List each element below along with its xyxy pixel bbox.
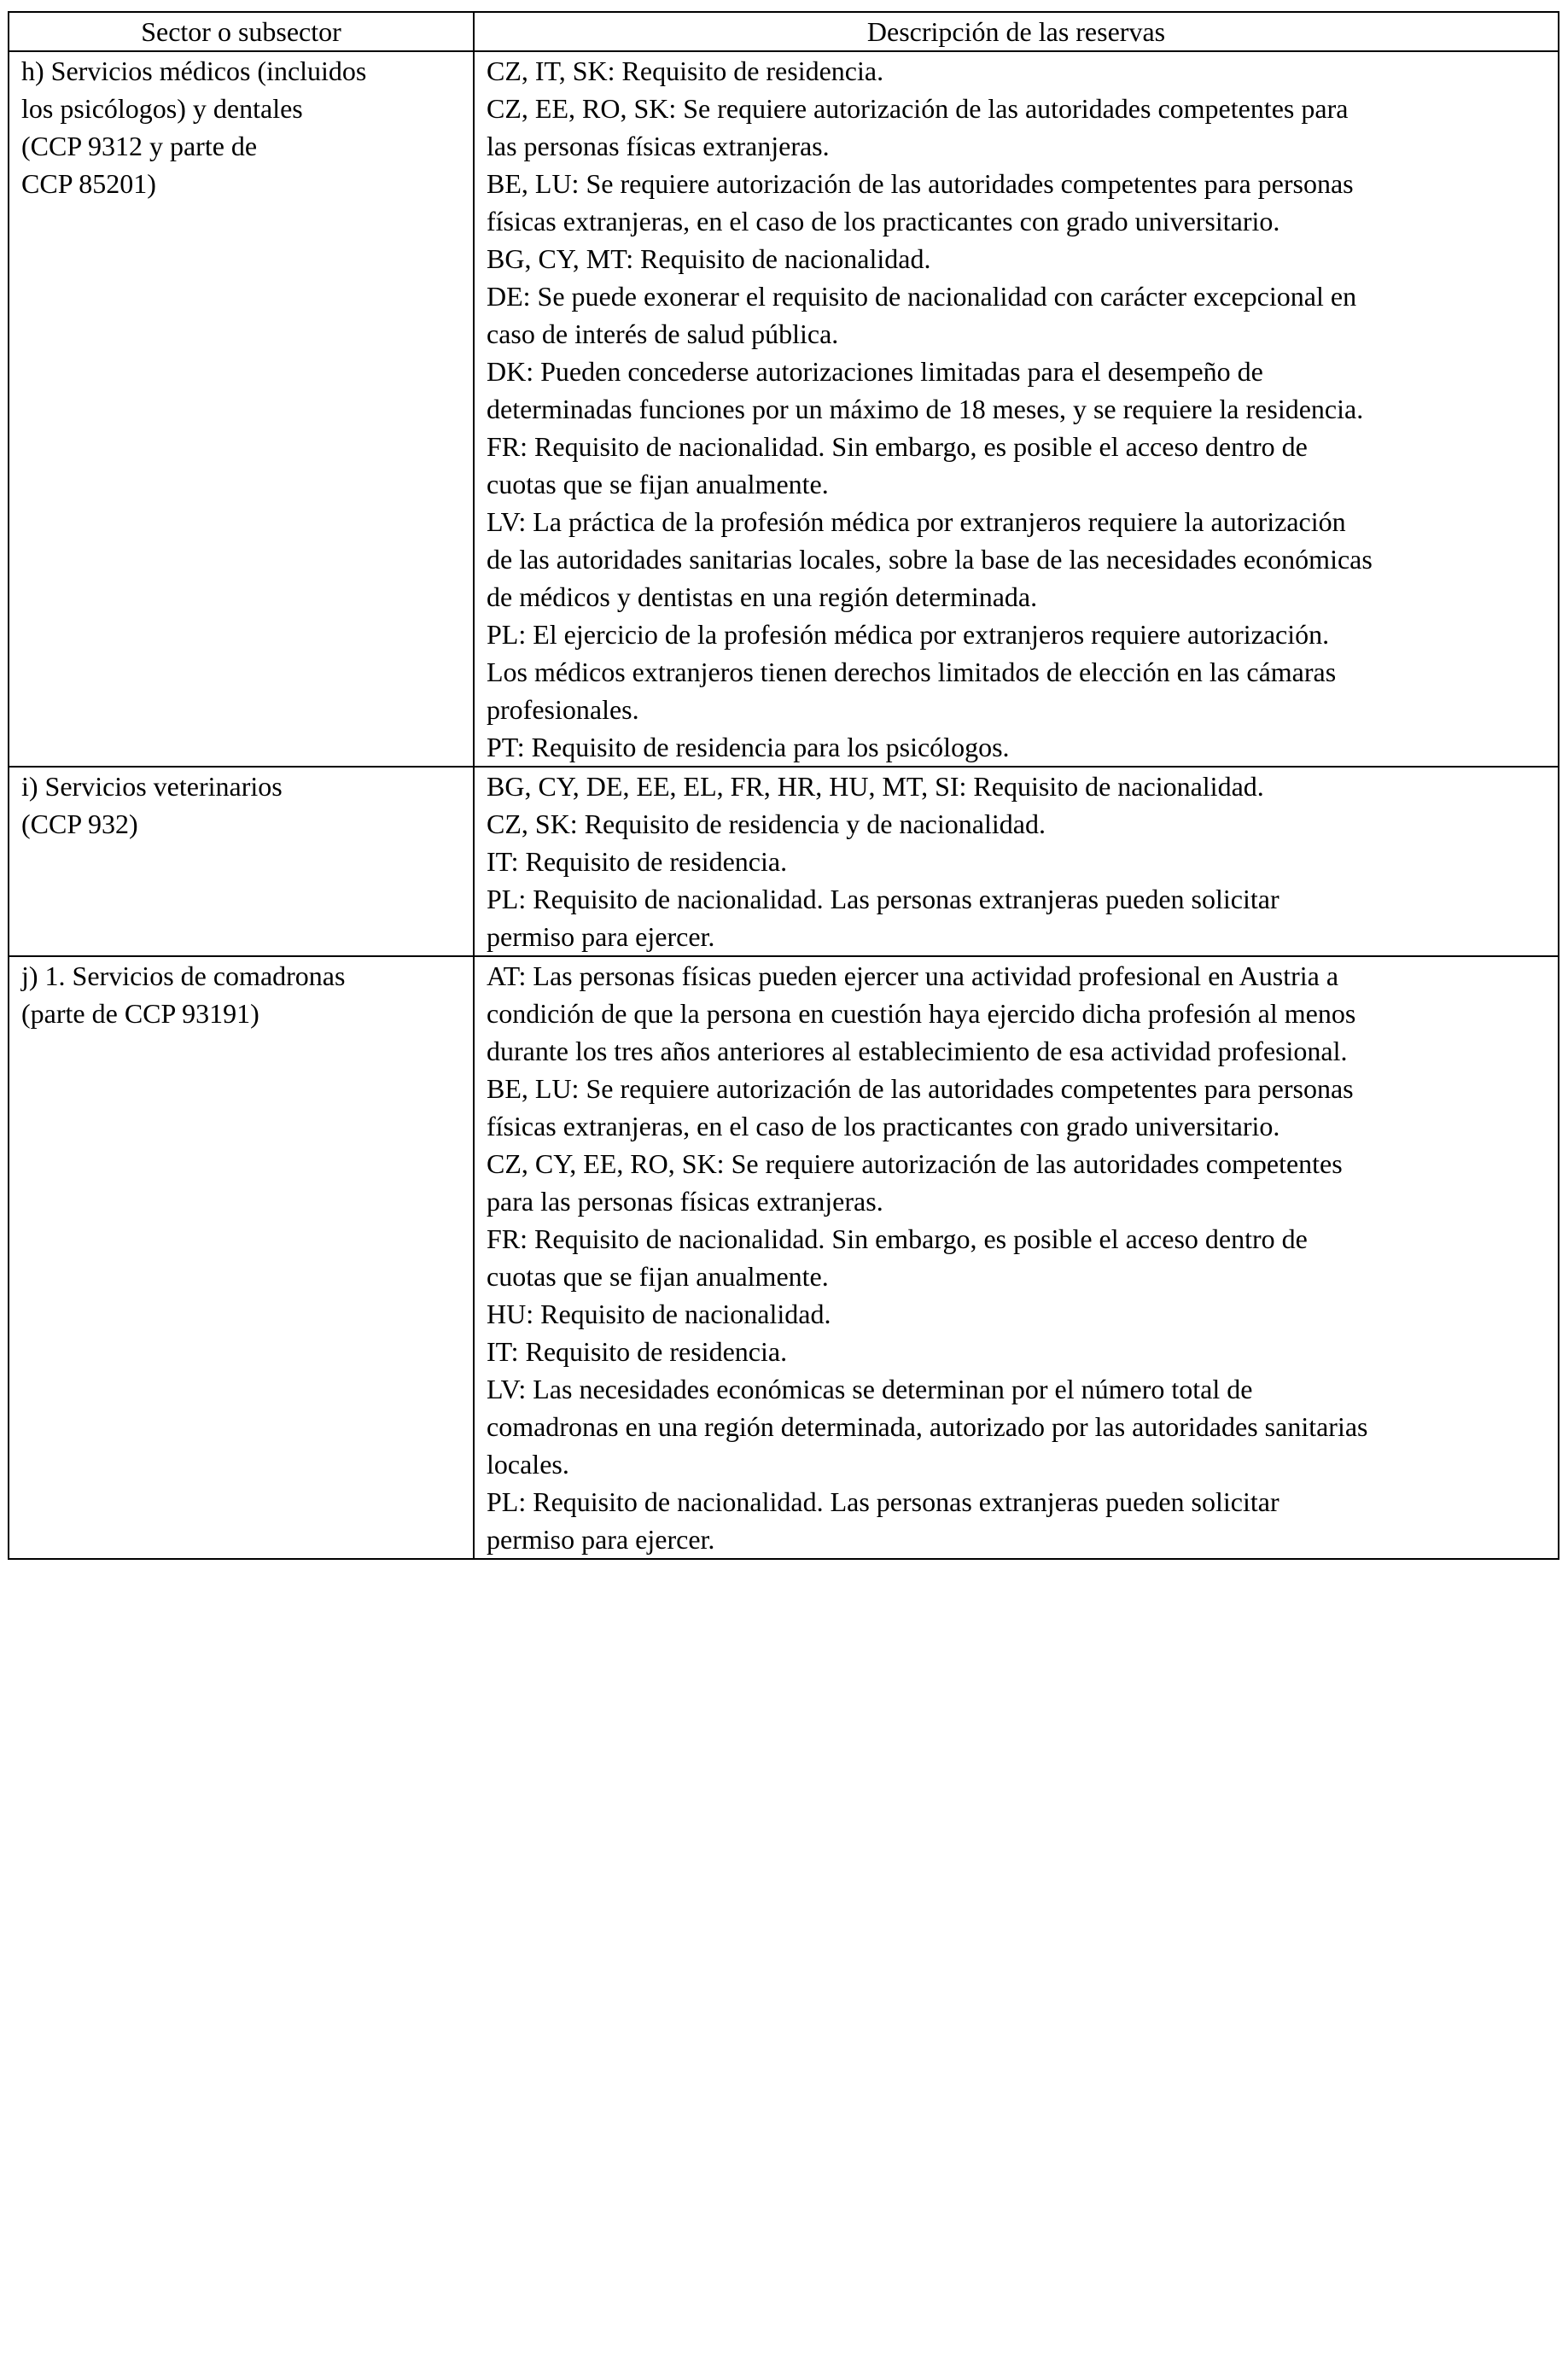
description-line: condición de que la persona en cuestión haya ejercido dicha profesión al menos — [487, 998, 1356, 1029]
description-line: BG, CY, MT: Requisito de nacionalidad. — [487, 243, 931, 274]
description-line: locales. — [487, 1449, 569, 1480]
description-line: FR: Requisito de nacionalidad. Sin embargo, es posible el acceso dentro de — [487, 1223, 1308, 1254]
description-cell — [474, 51, 1559, 767]
description-line: PL: Requisito de nacionalidad. Las personas extranjeras pueden solicitar — [487, 1486, 1279, 1517]
description-line: físicas extranjeras, en el caso de los practicantes con grado universitario. — [487, 1111, 1280, 1141]
description-line: PL: El ejercicio de la profesión médica por extranjeros requiere autorización. — [487, 619, 1330, 650]
description-line: comadronas en una región determinada, autorizado por las autoridades sanitarias — [487, 1411, 1368, 1442]
table-body — [9, 51, 1559, 1559]
column-header-sector: Sector o subsector — [9, 12, 474, 51]
description-line: LV: La práctica de la profesión médica por extranjeros requiere la autorización — [487, 506, 1346, 537]
sector-cell — [9, 51, 474, 767]
description-line: físicas extranjeras, en el caso de los practicantes con grado universitario. — [487, 206, 1280, 236]
table-row — [9, 51, 1559, 767]
description-line: HU: Requisito de nacionalidad. — [487, 1299, 831, 1329]
table-header-row — [9, 12, 1559, 51]
sector-line: (CCP 932) — [21, 808, 138, 839]
description-line: para las personas físicas extranjeras. — [487, 1186, 883, 1217]
column-header-description: Descripción de las reservas — [474, 12, 1559, 51]
description-line: FR: Requisito de nacionalidad. Sin embargo, es posible el acceso dentro de — [487, 431, 1308, 462]
table-row — [9, 956, 1559, 1559]
sector-line: CCP 85201) — [21, 168, 156, 199]
description-line: las personas físicas extranjeras. — [487, 131, 830, 161]
description-line: PT: Requisito de residencia para los psicólogos. — [487, 732, 1010, 762]
description-line: de médicos y dentistas en una región determinada. — [487, 581, 1038, 612]
description-line: BG, CY, DE, EE, EL, FR, HR, HU, MT, SI: Requisito de nacionalidad. — [487, 771, 1264, 802]
description-line: IT: Requisito de residencia. — [487, 846, 788, 877]
sector-cell — [9, 956, 474, 1559]
description-line: CZ, EE, RO, SK: Se requiere autorización de las autoridades competentes para — [487, 93, 1349, 124]
description-line: BE, LU: Se requiere autorización de las autoridades competentes para personas — [487, 1073, 1354, 1104]
reservations-table — [8, 11, 1559, 1560]
description-line: cuotas que se fijan anualmente. — [487, 469, 829, 499]
description-line: CZ, SK: Requisito de residencia y de nacionalidad. — [487, 808, 1046, 839]
sector-cell — [9, 767, 474, 956]
description-line: LV: Las necesidades económicas se determinan por el número total de — [487, 1374, 1253, 1404]
description-line: DE: Se puede exonerar el requisito de nacionalidad con carácter excepcional en — [487, 281, 1357, 312]
description-line: permiso para ejercer. — [487, 921, 715, 952]
description-line: permiso para ejercer. — [487, 1524, 715, 1555]
description-line: determinadas funciones por un máximo de 18 meses, y se requiere la residencia. — [487, 394, 1364, 424]
sector-line: (CCP 9312 y parte de — [21, 131, 258, 161]
description-line: durante los tres años anteriores al establecimiento de esa actividad profesional. — [487, 1036, 1348, 1066]
description-line: PL: Requisito de nacionalidad. Las personas extranjeras pueden solicitar — [487, 884, 1279, 914]
description-line: profesionales. — [487, 694, 639, 725]
description-line: CZ, CY, EE, RO, SK: Se requiere autorización de las autoridades competentes — [487, 1148, 1343, 1179]
description-cell — [474, 767, 1559, 956]
description-line: Los médicos extranjeros tienen derechos limitados de elección en las cámaras — [487, 657, 1337, 687]
document-page — [8, 11, 1558, 1560]
sector-line: j) 1. Servicios de comadronas — [21, 960, 346, 991]
description-line: CZ, IT, SK: Requisito de residencia. — [487, 55, 884, 86]
description-line: BE, LU: Se requiere autorización de las autoridades competentes para personas — [487, 168, 1354, 199]
sector-line: (parte de CCP 93191) — [21, 998, 259, 1029]
description-line: de las autoridades sanitarias locales, sobre la base de las necesidades económicas — [487, 544, 1373, 575]
description-line: DK: Pueden concederse autorizaciones limitadas para el desempeño de — [487, 356, 1263, 387]
sector-line: los psicólogos) y dentales — [21, 93, 303, 124]
description-line: cuotas que se fijan anualmente. — [487, 1261, 829, 1292]
sector-line: h) Servicios médicos (incluidos — [21, 55, 367, 86]
description-line: IT: Requisito de residencia. — [487, 1336, 788, 1367]
description-cell — [474, 956, 1559, 1559]
table-row — [9, 767, 1559, 956]
description-line: caso de interés de salud pública. — [487, 318, 839, 349]
description-line: AT: Las personas físicas pueden ejercer una actividad profesional en Austria a — [487, 960, 1339, 991]
sector-line: i) Servicios veterinarios — [21, 771, 283, 802]
